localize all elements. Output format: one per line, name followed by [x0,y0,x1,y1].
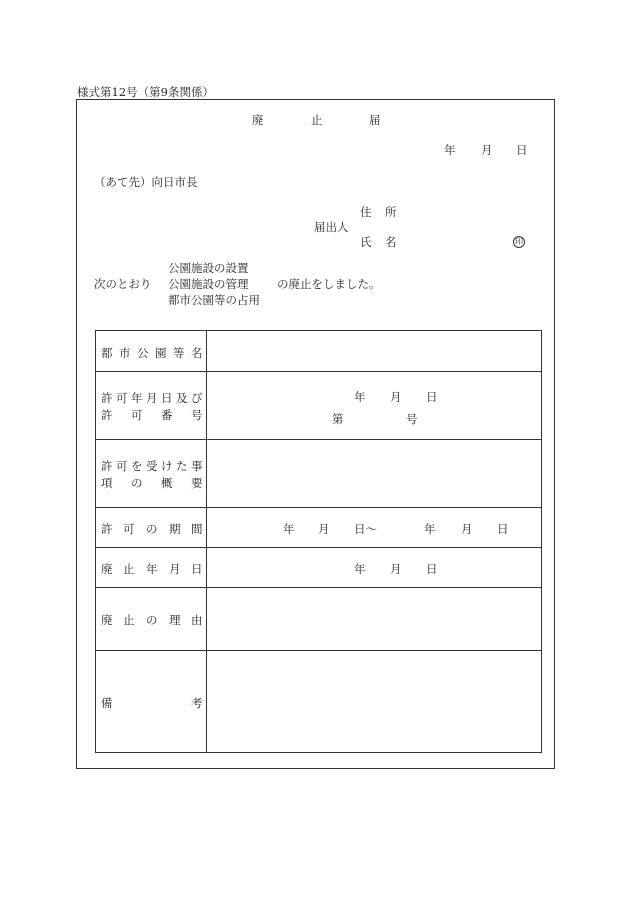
label-char: け [161,459,173,473]
name-label-1: 氏 [360,235,372,249]
statement-option-1: 公園施設の設置 [168,261,249,275]
statement-suffix: の廃止をしました。 [277,277,381,291]
label-char: 要 [191,476,203,490]
label-char: 日 [161,391,173,405]
row-divider [96,587,541,588]
label-char: 項 [101,476,113,490]
label-char: 日 [191,562,203,576]
applicant-role-label: 届出人 [314,220,349,234]
title-char: 止 [311,113,323,127]
row-divider [96,650,541,651]
label-char: 市 [119,346,131,360]
row-divider [96,439,541,440]
label-char: た [176,459,188,473]
row-divider [96,547,541,548]
abolition-date-year: 年 [354,562,366,576]
label-permit-date [100,390,203,405]
label-char: 備 [101,696,113,710]
label-char: び [191,391,203,405]
label-char: 番 [161,408,173,422]
document-title [0,115,630,127]
label-remarks [100,695,203,710]
label-char: 年 [146,562,158,576]
label-char: 考 [191,696,203,710]
period-start-year: 年 [283,522,295,536]
period-end-year: 年 [424,522,436,536]
statement-option-3: 都市公園等の占用 [168,293,260,307]
label-char: 間 [191,522,203,536]
label-char: 年 [131,391,143,405]
label-char: 止 [123,562,135,576]
label-char: 園 [155,346,167,360]
label-permit-summary-2 [100,475,203,490]
permit-date-year: 年 [354,390,366,404]
label-char: 廃 [101,562,113,576]
abolition-date-day: 日 [426,562,438,576]
date-month: 月 [481,143,493,157]
permit-number-dai: 第 [332,412,344,426]
label-char: 号 [191,408,203,422]
title-char: 廃 [252,113,264,127]
label-abolition-date [100,561,203,576]
addressee: （あて先）向日市長 [94,175,198,189]
label-char: 期 [169,522,181,536]
label-char: 理 [169,613,181,627]
label-char: 止 [123,613,135,627]
label-char: 受 [146,459,158,473]
period-start-day: 日～ [354,522,377,536]
label-char: の [146,613,158,627]
label-char: 由 [191,613,203,627]
permit-date-month: 月 [390,390,402,404]
label-char: の [131,476,143,490]
row-divider [96,371,541,372]
label-char: 許 [101,459,113,473]
title-char: 届 [369,113,381,127]
label-char: 廃 [101,613,113,627]
address-label-1: 住 [360,205,372,219]
statement-option-2: 公園施設の管理 [168,277,249,291]
date-day: 日 [516,143,528,157]
label-permit-summary [100,458,203,473]
address-label-2: 所 [385,205,397,219]
label-char: 都 [101,346,113,360]
name-label-2: 名 [385,235,397,249]
seal-mark: 印 [515,237,523,246]
label-char: の [146,522,158,536]
label-char: 許 [101,408,113,422]
abolition-date-month: 月 [390,562,402,576]
label-char: 可 [123,522,135,536]
label-char: 等 [173,346,185,360]
label-char: を [131,459,143,473]
label-char: 月 [146,391,158,405]
period-start-month: 月 [318,522,330,536]
label-abolition-reason [100,612,203,627]
label-char: 概 [161,476,173,490]
permit-number-go: 号 [406,412,418,426]
row-divider [96,507,541,508]
label-char: 可 [116,391,128,405]
label-permit-period [100,521,203,536]
form-number: 様式第12号（第9条関係） [77,85,214,99]
label-park-name [100,345,203,360]
period-end-month: 月 [461,522,473,536]
column-divider [206,331,207,752]
date-year: 年 [444,143,456,157]
label-char: 公 [137,346,149,360]
permit-date-day: 日 [426,390,438,404]
period-end-day: 日 [497,522,509,536]
details-table [95,330,542,753]
label-char: 及 [176,391,188,405]
label-char: 可 [116,459,128,473]
label-char: 事 [191,459,203,473]
label-char: 許 [101,391,113,405]
label-char: 可 [131,408,143,422]
statement-prefix: 次のとおり [94,277,152,291]
label-char: 月 [169,562,181,576]
label-char: 許 [101,522,113,536]
label-permit-number [100,407,203,422]
label-char: 名 [191,346,203,360]
